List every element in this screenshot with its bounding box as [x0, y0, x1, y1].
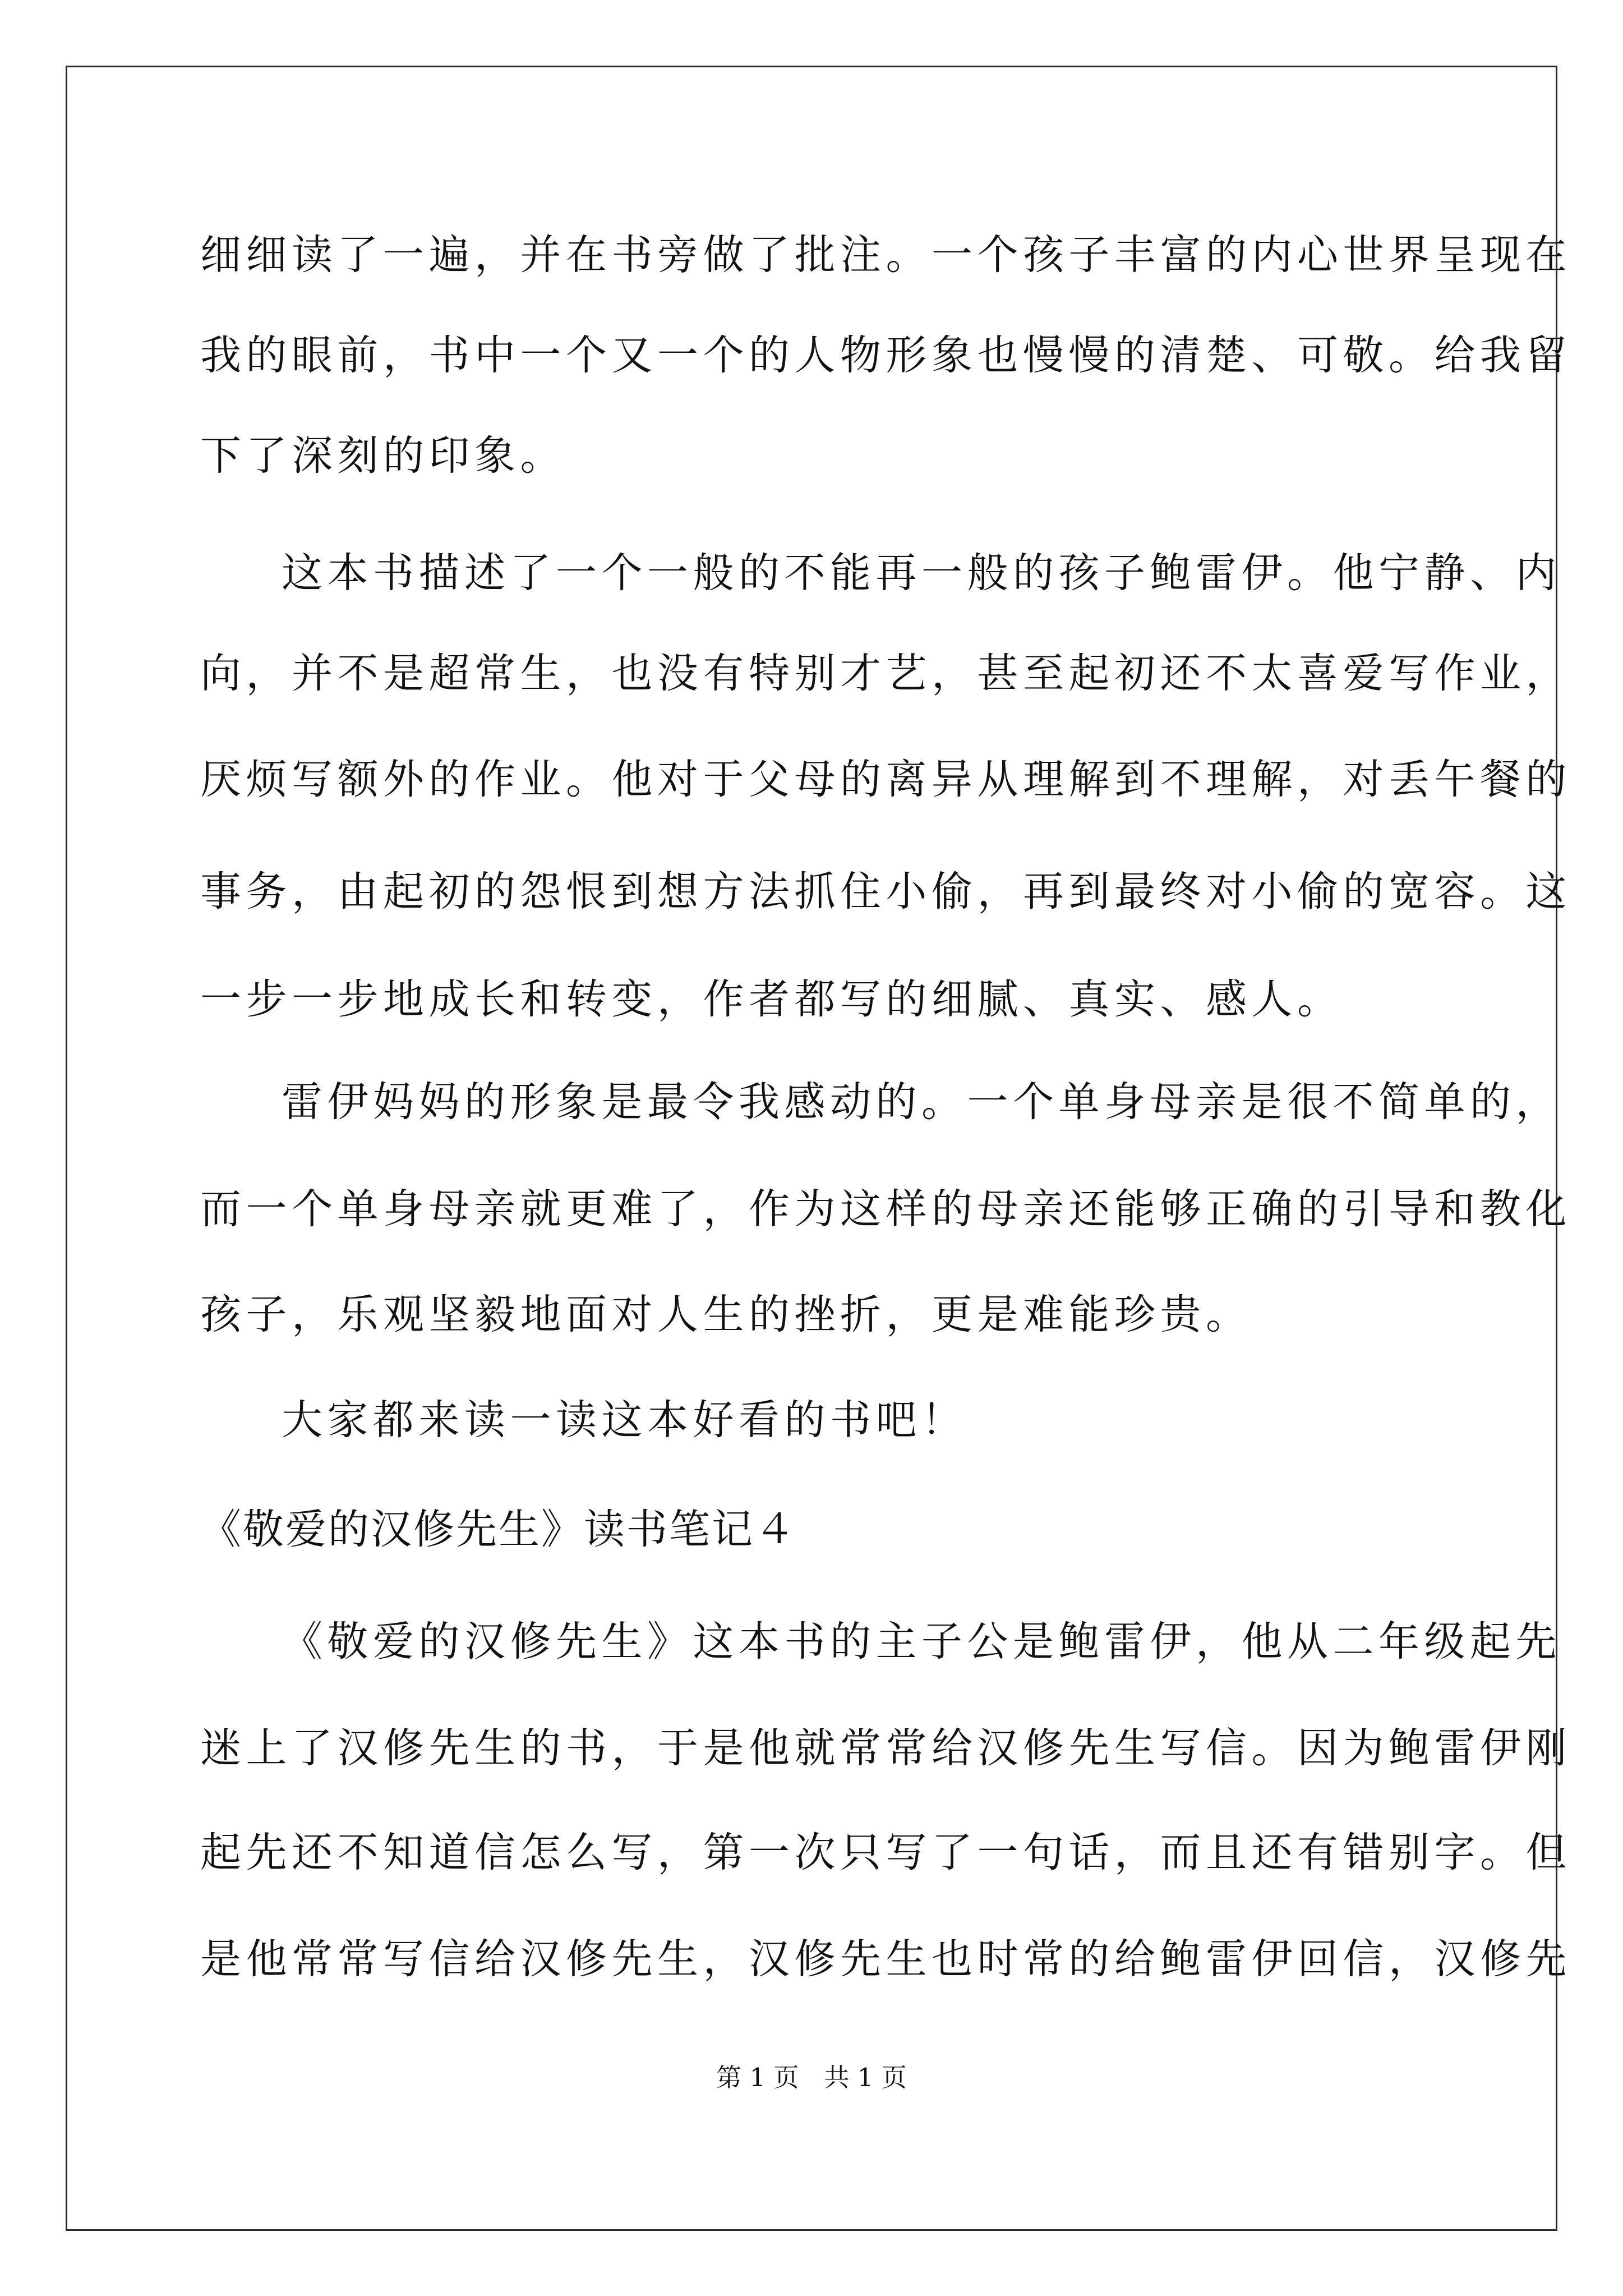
- text-line: 我的眼前，书中一个又一个的人物形象也慢慢的清楚、可敬。给我留: [200, 332, 1571, 379]
- text-line: 一步一步地成长和转变，作者都写的细腻、真实、感人。: [200, 976, 1343, 1023]
- text-line: 起先还不知道信怎么写，第一次只写了一句话，而且还有错别字。但: [200, 1829, 1571, 1876]
- paragraph-start-line: 雷伊妈妈的形象是最令我感动的。一个单身母亲是很不简单的，: [282, 1078, 1561, 1126]
- text-line: 而一个单身母亲就更难了，作为这样的母亲还能够正确的引导和教化: [200, 1185, 1571, 1233]
- text-line: 向，并不是超常生，也没有特别才艺，甚至起初还不太喜爱写作业，: [200, 650, 1571, 697]
- text-line: 厌烦写额外的作业。他对于父母的离异从理解到不理解，对丢午餐的: [200, 756, 1571, 803]
- text-line: 迷上了汉修先生的书，于是他就常常给汉修先生写信。因为鲍雷伊刚: [200, 1724, 1571, 1772]
- page-number-footer: 第 1 页 共 1 页: [716, 2063, 907, 2092]
- paragraph-start-line: 大家都来读一读这本好看的书吧！: [282, 1396, 967, 1444]
- paragraph-start-line: 《敬爱的汉修先生》这本书的主子公是鲍雷伊，他从二年级起先: [282, 1618, 1561, 1665]
- page-border: [66, 66, 1557, 2231]
- text-line: 细细读了一遍，并在书旁做了批注。一个孩子丰富的内心世界呈现在: [200, 231, 1571, 279]
- text-line: 孩子，乐观坚毅地面对人生的挫折，更是难能珍贵。: [200, 1291, 1252, 1338]
- text-line: 是他常常写信给汉修先生，汉修先生也时常的给鲍雷伊回信，汉修先: [200, 1935, 1571, 1983]
- paragraph-start-line: 这本书描述了一个一般的不能再一般的孩子鲍雷伊。他宁静、内: [282, 549, 1561, 597]
- section-heading: 《敬爱的汉修先生》读书笔记４: [200, 1506, 797, 1553]
- text-line: 下了深刻的印象。: [200, 432, 566, 480]
- text-line: 事务，由起初的怨恨到想方法抓住小偷，再到最终对小偷的宽容。这: [200, 868, 1571, 915]
